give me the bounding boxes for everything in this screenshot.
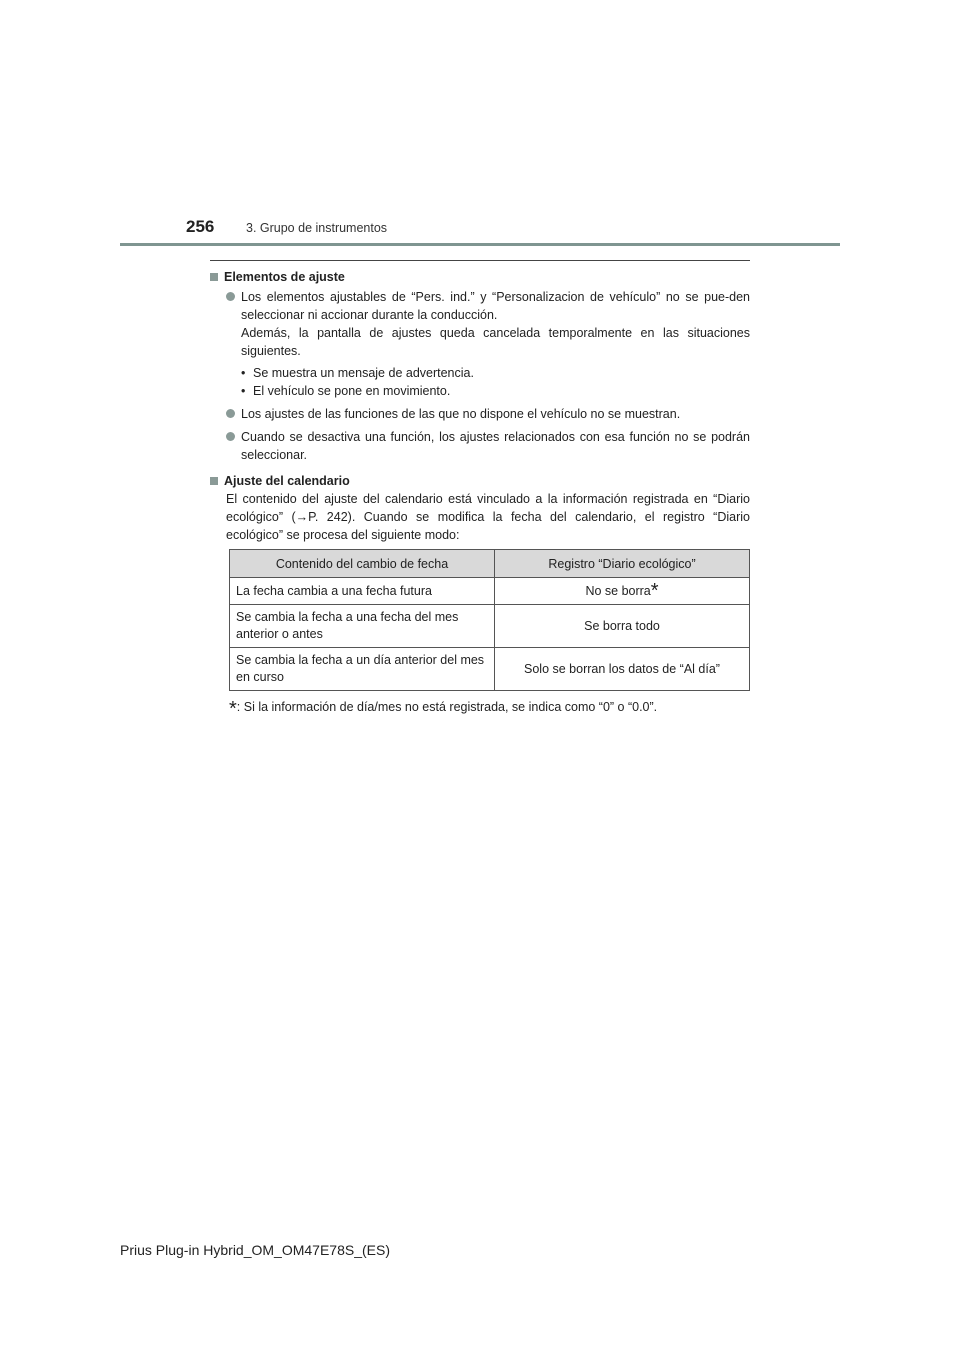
square-bullet-icon	[210, 477, 218, 485]
dot-marker: •	[241, 366, 246, 380]
sub-list	[241, 364, 750, 400]
section-title: Elementos de ajuste	[224, 270, 345, 284]
section-title: Ajuste del calendario	[224, 474, 350, 488]
sub-list-item	[241, 382, 750, 400]
table-row	[230, 605, 750, 648]
bullet-text: Cuando se desactiva una función, los ajustes relacionados con esa función no se podrán seleccionar.	[241, 430, 750, 462]
sub-item-text: El vehículo se pone en movimiento.	[253, 384, 451, 398]
table-cell: La fecha cambia a una fecha futura	[230, 578, 495, 605]
dot-marker: •	[241, 384, 246, 398]
table-header-cell: Registro “Diario ecológico”	[495, 550, 750, 578]
footnote	[229, 700, 657, 723]
section-rule	[210, 260, 750, 261]
circle-bullet-icon	[226, 292, 235, 301]
table-cell: Se borra todo	[495, 605, 750, 648]
footnote-text: : Si la información de día/mes no está registrada, se indica como “0” o “0.0”.	[236, 700, 658, 714]
table-cell: Solo se borran los datos de “Al día”	[495, 648, 750, 691]
table-header-cell: Contenido del cambio de fecha	[230, 550, 495, 578]
page-number: 256	[186, 217, 215, 236]
footer-document-id: Prius Plug-in Hybrid_OM_OM47E78S_(ES)	[120, 1242, 390, 1258]
table-cell	[495, 578, 750, 605]
list-item	[210, 405, 750, 423]
header-rule	[120, 243, 840, 246]
chapter-title: 3. Grupo de instrumentos	[246, 221, 388, 235]
circle-bullet-icon	[226, 409, 235, 418]
sub-item-text: Se muestra un mensaje de advertencia.	[253, 366, 474, 380]
list-item	[210, 288, 750, 400]
calendar-table	[229, 549, 750, 691]
square-bullet-icon	[210, 273, 218, 281]
sub-list-item	[241, 364, 750, 382]
table-row	[230, 578, 750, 605]
main-content	[210, 268, 750, 544]
footnote-marker: *	[229, 698, 237, 720]
table-cell: Se cambia la fecha a un día anterior del mes en curso	[230, 648, 495, 691]
table-cell: Se cambia la fecha a una fecha del mes anterior o antes	[230, 605, 495, 648]
list-item	[210, 428, 750, 464]
bullet-extra-text: Además, la pantalla de ajustes queda cancelada temporalmente en las situaciones siguientes.	[241, 326, 750, 358]
bullet-text: Los elementos ajustables de “Pers. ind.” y “Personalizacion de vehículo” no se pue-den seleccionar ni accionar durante la conducción.	[241, 290, 750, 322]
bullet-text: Los ajustes de las funciones de las que no dispone el vehículo no se muestran.	[241, 407, 681, 421]
table-header-row	[230, 550, 750, 578]
table-row	[230, 648, 750, 691]
section-paragraph: El contenido del ajuste del calendario está vinculado a la información registrada en “Diario ecológico” (→P. 242). Cuando se modifica la fecha del calendario, el registro “Diario ecológico” se procesa del siguiente modo:	[226, 492, 750, 542]
cell-text: No se borra	[585, 584, 651, 598]
section-heading-calendario	[210, 472, 750, 490]
circle-bullet-icon	[226, 432, 235, 441]
asterisk-mark: *	[650, 580, 659, 602]
section-heading-elementos	[210, 268, 750, 286]
